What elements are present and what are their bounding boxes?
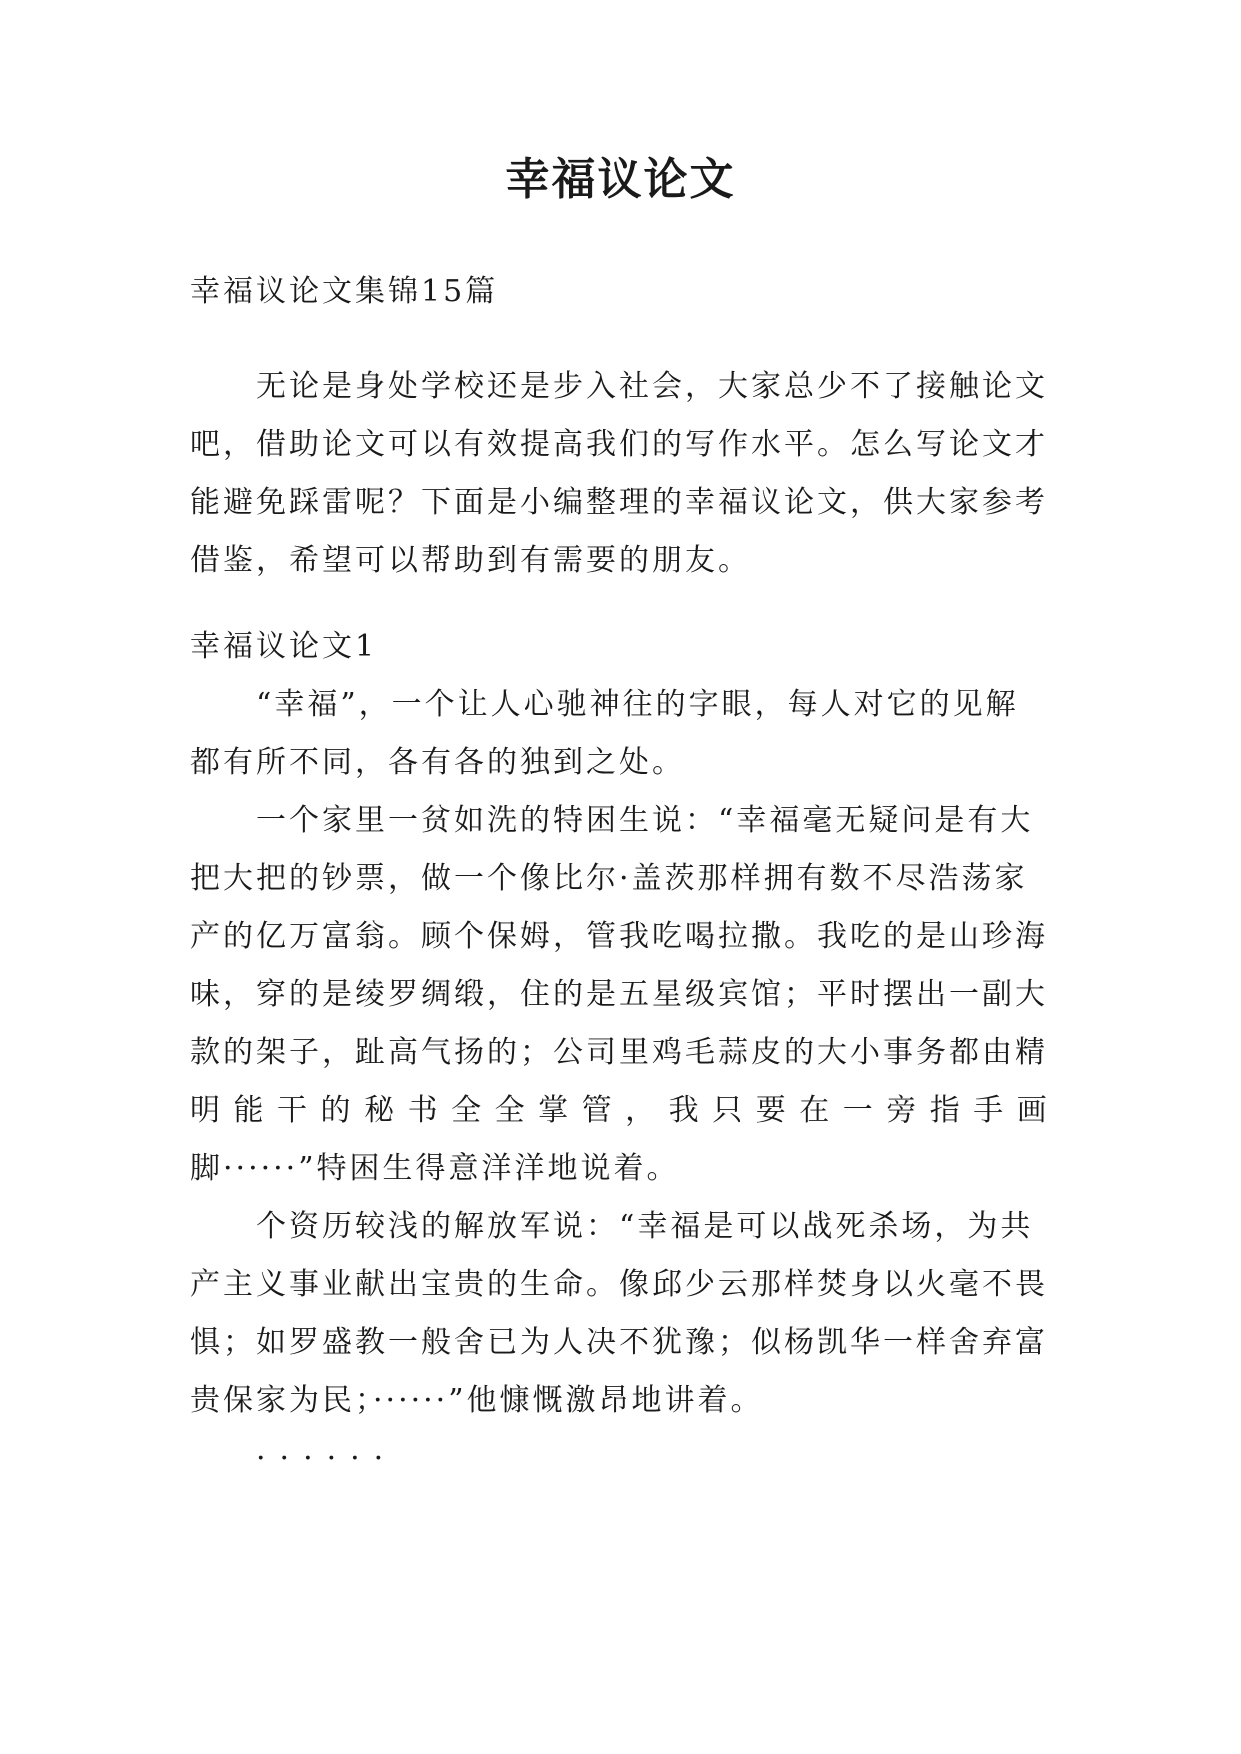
section-heading: 幸福议论文1 bbox=[190, 629, 378, 664]
justified-paragraph-line: 明 能 干 的 秘 书 全 全 掌 管 ， 我 只 要 在 一 旁 指 手 画 bbox=[190, 1093, 1050, 1128]
paragraph-line: 把大把的钞票，做一个像比尔·盖茨那样拥有数不尽浩荡家 bbox=[190, 861, 1028, 896]
paragraph-line: 都有所不同，各有各的独到之处。 bbox=[190, 745, 685, 780]
paragraph-line: 味，穿的是绫罗绸缎，住的是五星级宾馆；平时摆出一副大 bbox=[190, 977, 1048, 1012]
essay-section bbox=[190, 618, 1050, 1488]
document-title: 幸福议论文 bbox=[505, 154, 736, 205]
paragraph-line: 一个家里一贫如洗的特困生说：“幸福毫无疑问是有大 bbox=[256, 803, 1034, 838]
paragraph-line: “幸福”，一个让人心驰神往的字眼，每人对它的见解 bbox=[256, 687, 1019, 722]
paragraph-line: 款的架子，趾高气扬的；公司里鸡毛蒜皮的大小事务都由精 bbox=[190, 1035, 1048, 1070]
intro-line: 吧，借助论文可以有效提高我们的写作水平。怎么写论文才 bbox=[190, 427, 1048, 462]
intro-line: 能避免踩雷呢？下面是小编整理的幸福议论文，供大家参考 bbox=[190, 485, 1048, 520]
paragraph-line: 产的亿万富翁。顾个保姆，管我吃喝拉撒。我吃的是山珍海 bbox=[190, 919, 1048, 954]
closing-ellipsis: ······ bbox=[256, 1441, 398, 1476]
intro-line: 借鉴，希望可以帮助到有需要的朋友。 bbox=[190, 543, 751, 578]
document-subtitle: 幸福议论文集锦15篇 bbox=[190, 274, 499, 309]
paragraph-line: 贵保家为民；······”他慷慨激昂地讲着。 bbox=[190, 1383, 764, 1418]
paragraph-line: 惧；如罗盛教一般舍已为人决不犹豫；似杨凯华一样舍弃富 bbox=[190, 1325, 1048, 1360]
paragraph-line: 脚······”特困生得意洋洋地说着。 bbox=[190, 1151, 680, 1186]
intro-paragraph bbox=[190, 358, 1050, 590]
paragraph-line: 个资历较浅的解放军说：“幸福是可以战死杀场，为共 bbox=[256, 1209, 1034, 1244]
intro-line: 无论是身处学校还是步入社会，大家总少不了接触论文 bbox=[256, 369, 1048, 404]
paragraph-line: 产主义事业献出宝贵的生命。像邱少云那样焚身以火毫不畏 bbox=[190, 1267, 1048, 1302]
subtitle-block bbox=[190, 263, 1050, 321]
